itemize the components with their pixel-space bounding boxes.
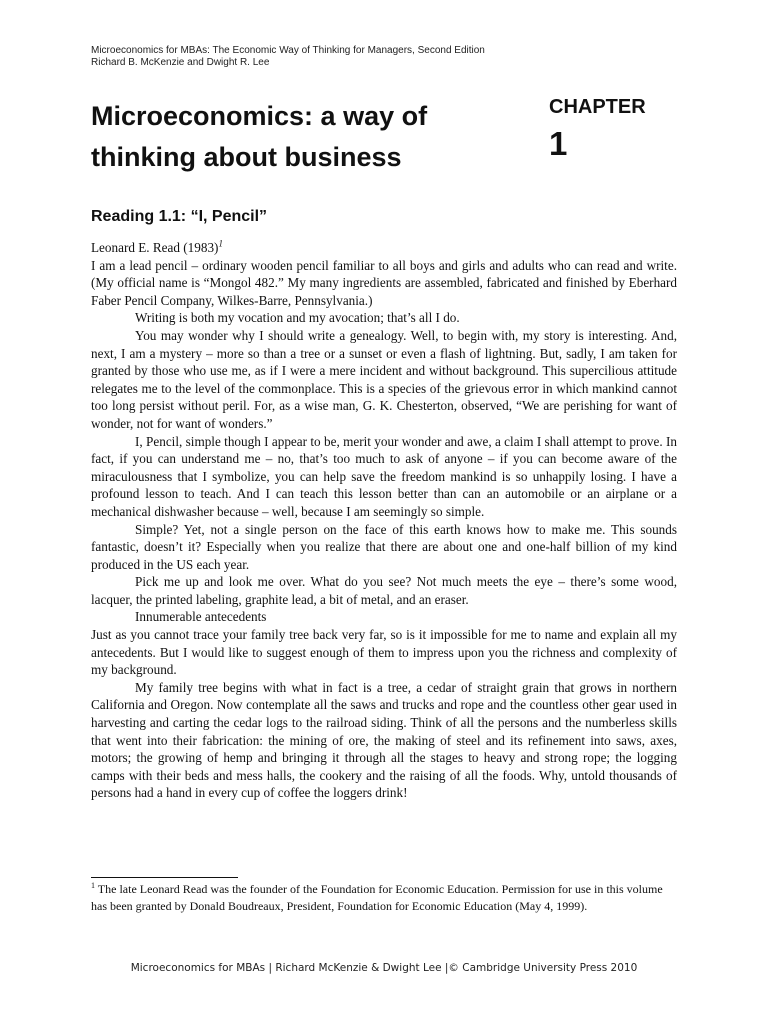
paragraph: Pick me up and look me over. What do you see? Not much meets the eye – there’s some wood, lacquer, the printed labeling, graphite lead, a bit of metal, and an eraser. <box>91 574 677 607</box>
footnote <box>91 881 677 915</box>
footnote-reference: 1 <box>218 238 223 249</box>
chapter-title-line-2: thinking about business <box>91 142 402 172</box>
paragraph: Writing is both my vocation and my avocation; that’s all I do. <box>135 310 460 326</box>
paragraph: Just as you cannot trace your family tree back very far, so is it impossible for me to name and explain all my antecedents. But I would like to suggest enough of them to impress upon you the richness and complexity of my background. <box>91 627 677 678</box>
running-header <box>91 45 485 69</box>
reading-body <box>91 239 677 802</box>
chapter-title-line-1: Microeconomics: a way of <box>91 101 428 131</box>
chapter-title <box>91 96 427 178</box>
paragraph: I am a lead pencil – ordinary wooden pencil familiar to all boys and girls and adults who can read and write. (My official name is “Mongol 482.” My many ingredients are assembled, fabricated and finished by Eberhard Faber Pencil Company, Wilkes-Barre, Pennsylvania.) <box>91 257 677 308</box>
header-authors: Richard B. McKenzie and Dwight R. Lee <box>91 57 270 68</box>
reading-title: Reading 1.1: “I, Pencil” <box>91 208 268 225</box>
page-footer: Microeconomics for MBAs | Richard McKenzie & Dwight Lee |© Cambridge University Press 2010 <box>130 962 638 974</box>
paragraph: I, Pencil, simple though I appear to be, merit your wonder and awe, a claim I shall attempt to prove. In fact, if you can understand me – no, that’s too much to ask of anyone – if you can become aware of the miraculousness that I symbolize, you can help save the freedom mankind is so unhappily losing. I have a profound lesson to teach. And I can teach this lesson better than can an automobile or an airplane or a mechanical dishwasher because – well, because I am seemingly so simple. <box>91 433 677 519</box>
author-line <box>91 239 677 257</box>
footnote-marker: 1 <box>91 881 95 890</box>
footnote-divider <box>91 877 238 878</box>
chapter-label: CHAPTER <box>549 96 646 118</box>
footnote-text: The late Leonard Read was the founder of the Foundation for Economic Education. Permission for use in this volume has been granted by Donald Boudreaux, President, Foundation for Economic Education (May 4, 1999). <box>91 882 663 913</box>
paragraph: You may wonder why I should write a genealogy. Well, to begin with, my story is interesting. And, next, I am a mystery – more so than a tree or a sunset or even a flash of lightning. But, sadly, I am taken for granted by those who use me, as if I were a mere incident and without background. This supercilious attitude relegates me to the level of the commonplace. This is a species of the grievous error in which mankind cannot too long persist without peril. For, as a wise man, G. K. Chesterton, observed, “We are perishing for want of wonder, not for want of wonders.” <box>91 327 677 431</box>
header-book-title: Microeconomics for MBAs: The Economic Way of Thinking for Managers, Second Edition <box>91 45 485 56</box>
section-heading: Innumerable antecedents <box>135 609 267 625</box>
chapter-number: 1 <box>549 125 568 162</box>
author-name: Leonard E. Read (1983) <box>91 240 219 255</box>
paragraph: My family tree begins with what in fact is a tree, a cedar of straight grain that grows in northern California and Oregon. Now contemplate all the saws and trucks and rope and the countless other gear used in harvesting and carting the cedar logs to the railroad siding. Think of all the persons and the numberless skills that went into their fabrication: the mining of ore, the making of steel and its refinement into saws, axes, motors; the growing of hemp and bringing it through all the stages to heavy and strong rope; the logging camps with their beds and mess halls, the cookery and the raising of all the foods. Why, untold thousands of persons had a hand in every cup of coffee the loggers drink! <box>91 679 677 801</box>
paragraph: Simple? Yet, not a single person on the face of this earth knows how to make me. This sounds fantastic, doesn’t it? Especially when you realize that there are about one and one-half billion of my kind produced in the US each year. <box>91 521 677 572</box>
